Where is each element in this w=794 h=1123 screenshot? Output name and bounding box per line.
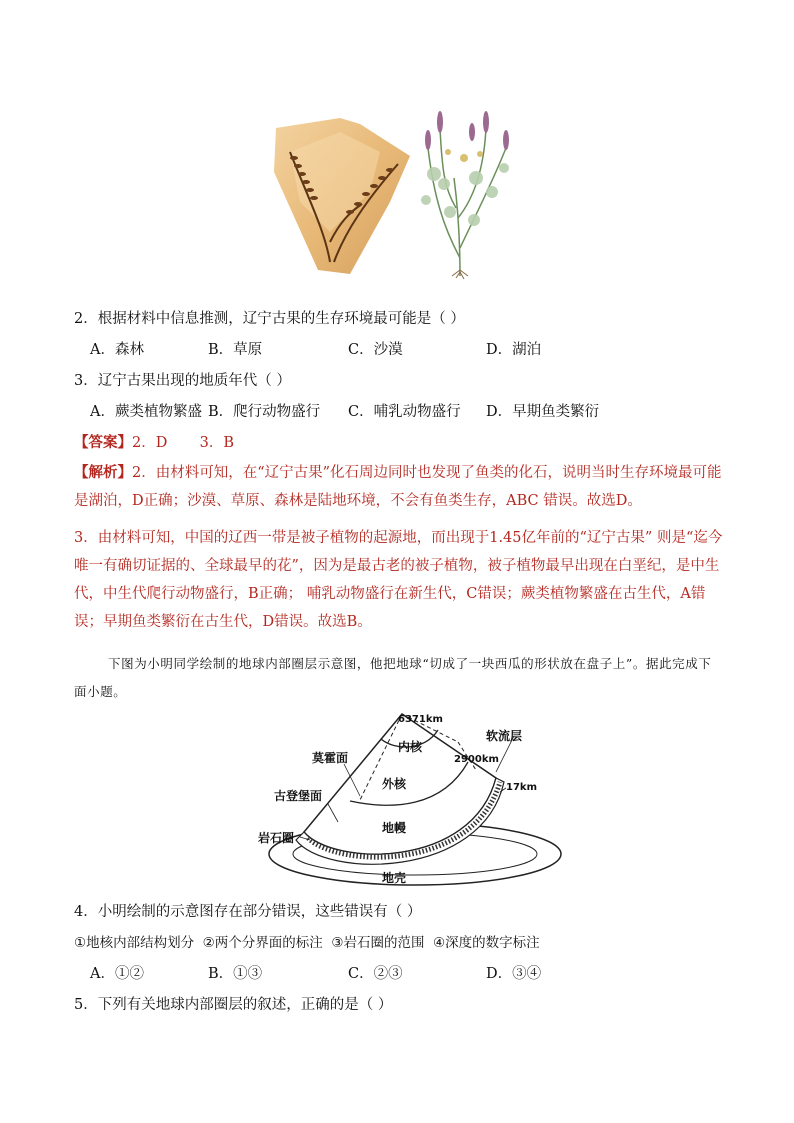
question-4-items: ①地核内部结构划分 ②两个分界面的标注 ③岩石圈的范围 ④深度的数字标注 xyxy=(74,935,540,951)
analysis-tag: 【解析】 xyxy=(74,464,132,481)
analysis-2-text: 2．由材料可知，在“辽宁古果”化石周边同时也发现了鱼类的化石，说明当时生存环境最可能是湖泊，D正确；沙漠、草原、森林是陆地环境，不会有鱼类生存，ABC 错误。故选D。 xyxy=(74,465,722,509)
label-17km: 17km xyxy=(506,782,537,793)
q2-option-c: C．沙漠 xyxy=(348,342,403,358)
label-inner-core: 内核 xyxy=(398,740,423,754)
q3-option-a: A．蕨类植物繁盛 xyxy=(90,404,202,420)
label-outer-core: 外核 xyxy=(382,777,407,791)
q3-option-c: C．哺乳动物盛行 xyxy=(348,404,461,420)
q3-option-b: B．爬行动物盛行 xyxy=(208,404,321,420)
label-6371km: 6371km xyxy=(398,714,443,725)
answer-tag: 【答案】 xyxy=(74,434,132,451)
question-3-stem: 3．辽宁古果出现的地质年代（ ） xyxy=(74,373,291,389)
label-asthenosphere: 软流层 xyxy=(486,729,523,743)
q4-option-d: D．③④ xyxy=(486,966,542,982)
answer-line xyxy=(74,433,234,453)
earth-interior-diagram xyxy=(252,708,562,890)
label-2900km: 2900km xyxy=(454,754,499,765)
answer-text: 2．D 3．B xyxy=(132,435,234,451)
question-2-stem: 2．根据材料中信息推测，辽宁古果的生存环境最可能是（ ） xyxy=(74,311,465,327)
analysis-paragraph-3: 3．由材料可知，中国的辽西一带是被子植物的起源地，而出现于1.45亿年前的“辽宁古果” 则是“迄今唯一有确切证据的、全球最早的花”，因为是最古老的被子植物，被子植物最早出现在白垩纪，是中生代，中生代爬行动物盛行，B正确； 哺乳动物盛行在新生代，C错误；蕨类植物繁盛在古生代，A错误；早期鱼类繁衍在古生代，D错误。故选B。 xyxy=(74,530,723,630)
q3-option-d: D．早期鱼类繁衍 xyxy=(486,404,600,420)
diagram-intro: 下图为小明同学绘制的地球内部圈层示意图，他把地球“切成了一块西瓜的形状放在盘子上”。据此完成下面小题。 xyxy=(74,656,712,699)
q2-option-a: A．森林 xyxy=(90,342,144,358)
label-crust: 地壳 xyxy=(382,871,407,885)
q2-option-d: D．湖泊 xyxy=(486,342,542,358)
question-4-stem: 4．小明绘制的示意图存在部分错误，这些错误有（ ） xyxy=(74,904,422,920)
q4-option-c: C．②③ xyxy=(348,966,403,982)
q4-option-a: A．①② xyxy=(90,966,144,982)
label-mantle: 地幔 xyxy=(382,821,407,835)
q4-option-b: B．①③ xyxy=(208,966,263,982)
label-gutenberg: 古登堡面 xyxy=(274,789,323,803)
label-moho: 莫霍面 xyxy=(312,751,349,765)
label-lithosphere: 岩石圈 xyxy=(258,831,295,845)
q2-option-b: B．草原 xyxy=(208,342,263,358)
question-5-stem: 5．下列有关地球内部圈层的叙述，正确的是（ ） xyxy=(74,997,393,1013)
fossil-image xyxy=(270,112,416,274)
plant-illustration xyxy=(414,108,524,280)
analysis-paragraph-2 xyxy=(74,459,724,515)
